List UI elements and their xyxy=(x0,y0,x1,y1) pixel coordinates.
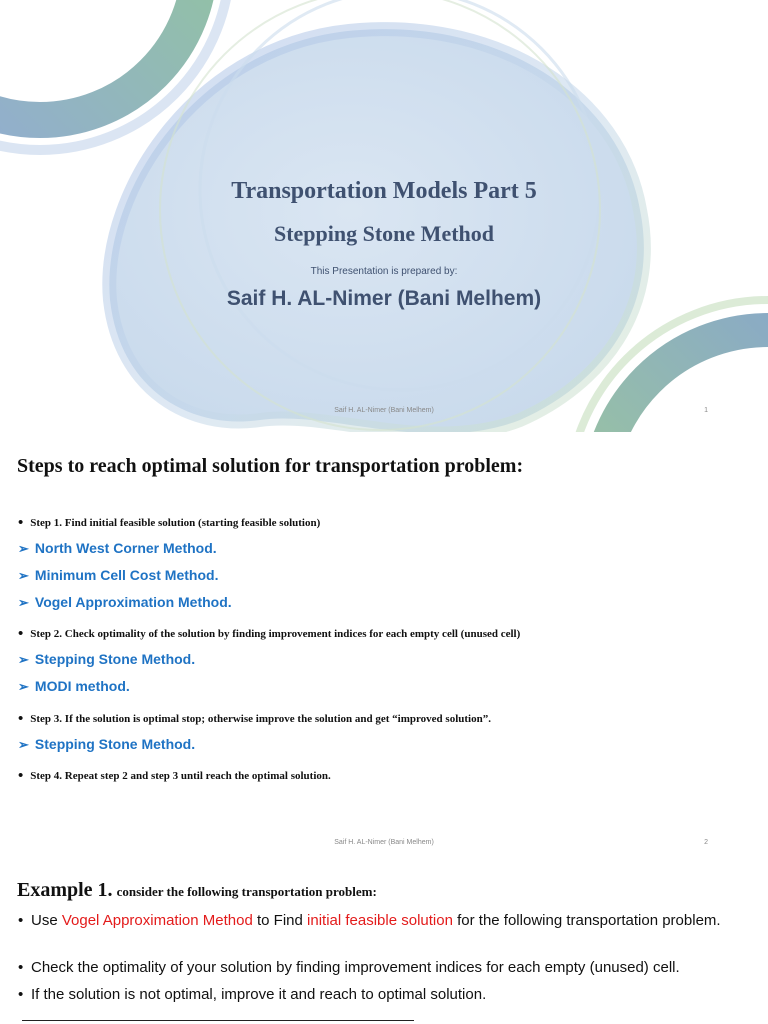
step-4 xyxy=(18,766,331,783)
slide-footer: Saif H. AL-Nimer (Bani Melhem) xyxy=(334,407,434,414)
method-item xyxy=(18,540,217,557)
text-segment: to Find xyxy=(252,912,308,929)
bullet-icon: • xyxy=(18,710,24,727)
slide-title-line-2: Stepping Stone Method xyxy=(273,221,495,246)
example-slide xyxy=(0,864,768,1024)
bullet-text: Check the optimality of your solution by finding improvement indices for each empty (unused) cell. xyxy=(31,959,680,976)
step-text: Step 2. Check optimality of the solution by finding improvement indices for each empty cell (unused cell) xyxy=(30,628,521,640)
arrow-bullet-icon: ➢ xyxy=(18,737,29,752)
bullet-icon: • xyxy=(18,986,24,1003)
step-2 xyxy=(18,624,520,641)
bullet-item-1 xyxy=(18,911,753,931)
text-segment: Use xyxy=(31,912,62,929)
highlight-solution: initial feasible solution xyxy=(307,912,453,929)
arrow-bullet-icon: ➢ xyxy=(18,541,29,556)
steps-slide xyxy=(0,433,768,863)
bullet-icon: • xyxy=(18,625,24,642)
arrow-bullet-icon: ➢ xyxy=(18,595,29,610)
method-item xyxy=(18,594,232,611)
text-segment: for the following transportation problem. xyxy=(452,912,721,929)
example-description: consider the following transportation problem: xyxy=(116,884,377,899)
method-item xyxy=(18,651,195,668)
bullet-item-2 xyxy=(18,958,753,978)
method-item xyxy=(18,567,218,584)
step-1 xyxy=(18,513,320,530)
arrow-bullet-icon: ➢ xyxy=(18,679,29,694)
title-slide xyxy=(0,0,768,432)
divider-line xyxy=(22,1020,414,1021)
slide-heading: Steps to reach optimal solution for transportation problem: xyxy=(17,455,524,477)
method-label: North West Corner Method. xyxy=(34,540,217,556)
method-label: Stepping Stone Method. xyxy=(34,736,196,752)
bullet-icon: • xyxy=(18,912,24,929)
step-text: Step 1. Find initial feasible solution (starting feasible solution) xyxy=(30,517,321,529)
step-3 xyxy=(18,709,491,726)
example-heading xyxy=(17,879,377,902)
arrow-bullet-icon: ➢ xyxy=(18,652,29,667)
decorative-circles-graphic xyxy=(0,0,768,432)
method-item xyxy=(18,678,130,695)
example-label: Example 1. xyxy=(17,879,113,901)
step-text: Step 3. If the solution is optimal stop; otherwise improve the solution and get “improved solution”. xyxy=(30,713,491,725)
author-name: Saif H. AL-Nimer (Bani Melhem) xyxy=(226,287,542,310)
slide-footer: Saif H. AL-Nimer (Bani Melhem) xyxy=(334,839,434,846)
method-label: Stepping Stone Method. xyxy=(34,651,196,667)
prepared-by-label: This Presentation is prepared by: xyxy=(310,266,458,277)
bullet-icon: • xyxy=(18,767,24,784)
arrow-bullet-icon: ➢ xyxy=(18,568,29,583)
bullet-text: If the solution is not optimal, improve it and reach to optimal solution. xyxy=(31,986,487,1003)
slide-title-line-1: Transportation Models Part 5 xyxy=(231,178,537,204)
method-label: Minimum Cell Cost Method. xyxy=(34,567,219,583)
slide-page-number: 1 xyxy=(704,407,708,414)
bullet-item-3 xyxy=(18,985,753,1005)
bullet-icon: • xyxy=(18,514,24,531)
method-item xyxy=(18,736,195,753)
step-text: Step 4. Repeat step 2 and step 3 until reach the optimal solution. xyxy=(30,770,331,782)
slide-page-number: 2 xyxy=(704,839,708,846)
bullet-icon: • xyxy=(18,959,24,976)
method-label: MODI method. xyxy=(34,678,130,694)
highlight-method: Vogel Approximation Method xyxy=(61,912,253,929)
method-label: Vogel Approximation Method. xyxy=(34,594,232,610)
